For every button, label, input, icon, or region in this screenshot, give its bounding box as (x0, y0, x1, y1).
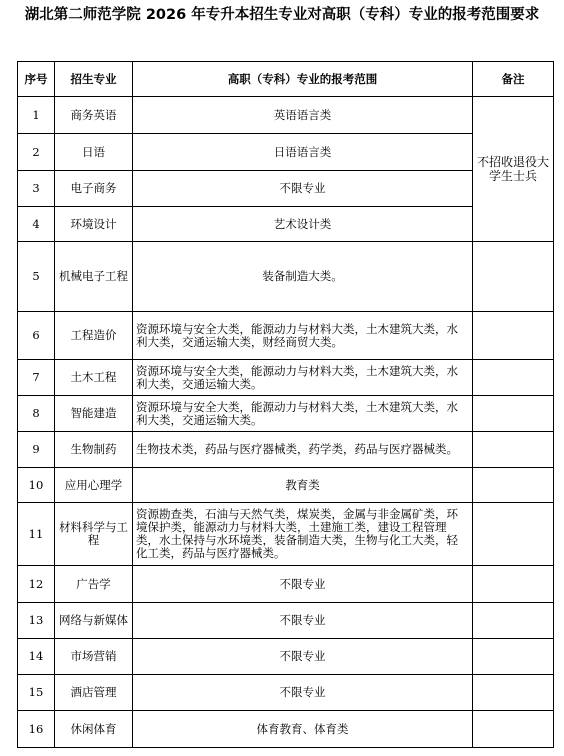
row-scope: 不限专业 (133, 566, 473, 603)
remark-empty-cell (473, 242, 554, 312)
table-row (18, 639, 554, 675)
row-scope: 英语语言类 (133, 97, 473, 134)
remark-empty-cell (473, 503, 554, 566)
row-no: 5 (18, 242, 55, 312)
row-no: 12 (18, 566, 55, 603)
row-no: 14 (18, 639, 55, 675)
table-row (18, 603, 554, 639)
admission-scope-table (17, 61, 554, 748)
row-major: 工程造价 (55, 312, 133, 360)
row-no: 6 (18, 312, 55, 360)
table-row (18, 566, 554, 603)
header-no: 序号 (18, 62, 55, 97)
row-scope: 资源环境与安全大类，能源动力与材料大类，土木建筑大类，水利大类，交通运输大类，财经商贸大类。 (133, 312, 473, 360)
row-scope: 资源环境与安全大类，能源动力与材料大类，土木建筑大类，水利大类，交通运输大类。 (133, 360, 473, 396)
table-row (18, 432, 554, 468)
remark-empty-cell (473, 603, 554, 639)
row-major: 网络与新媒体 (55, 603, 133, 639)
row-major: 土木工程 (55, 360, 133, 396)
row-no: 7 (18, 360, 55, 396)
row-major: 电子商务 (55, 171, 133, 207)
row-scope: 装备制造大类。 (133, 242, 473, 312)
row-scope: 不限专业 (133, 171, 473, 207)
row-scope: 艺术设计类 (133, 207, 473, 242)
header-remark: 备注 (473, 62, 554, 97)
remark-empty-cell (473, 675, 554, 711)
table-row (18, 711, 554, 748)
row-major: 酒店管理 (55, 675, 133, 711)
row-major: 广告学 (55, 566, 133, 603)
row-no: 10 (18, 468, 55, 503)
row-scope: 体育教育、体育类 (133, 711, 473, 748)
row-scope: 资源环境与安全大类，能源动力与材料大类，土木建筑大类，水利大类，交通运输大类。 (133, 396, 473, 432)
row-no: 4 (18, 207, 55, 242)
table-row (18, 312, 554, 360)
remark-empty-cell (473, 711, 554, 748)
row-no: 2 (18, 134, 55, 171)
table-row (18, 675, 554, 711)
row-major: 智能建造 (55, 396, 133, 432)
row-no: 13 (18, 603, 55, 639)
row-scope: 不限专业 (133, 603, 473, 639)
row-major: 生物制药 (55, 432, 133, 468)
row-scope: 日语语言类 (133, 134, 473, 171)
remark-empty-cell (473, 432, 554, 468)
row-scope: 不限专业 (133, 639, 473, 675)
row-scope: 生物技术类，药品与医疗器械类，药学类，药品与医疗器械类。 (133, 432, 473, 468)
row-scope: 资源勘查类，石油与天然气类，煤炭类，金属与非金属矿类，环境保护类，能源动力与材料大类，土建施工类，建设工程管理类，水土保持与水环境类，装备制造大类，生物与化工大类，轻化工类，药品与医疗器械类。 (133, 503, 473, 566)
header-scope: 高职（专科）专业的报考范围 (133, 62, 473, 97)
remark-cell: 不招收退役大学生士兵 (473, 97, 554, 242)
row-no: 3 (18, 171, 55, 207)
table-row (18, 97, 554, 134)
remark-empty-cell (473, 566, 554, 603)
page-title: 湖北第二师范学院 2026 年专升本招生专业对高职（专科）专业的报考范围要求 (24, 7, 540, 23)
table-row (18, 360, 554, 396)
row-no: 16 (18, 711, 55, 748)
row-major: 应用心理学 (55, 468, 133, 503)
row-scope: 不限专业 (133, 675, 473, 711)
table-row (18, 242, 554, 312)
row-major: 机械电子工程 (55, 242, 133, 312)
remark-empty-cell (473, 639, 554, 675)
remark-empty-cell (473, 312, 554, 360)
row-major: 材料科学与工程 (55, 503, 133, 566)
row-scope: 教育类 (133, 468, 473, 503)
remark-empty-cell (473, 468, 554, 503)
row-no: 11 (18, 503, 55, 566)
row-major: 商务英语 (55, 97, 133, 134)
table-row (18, 396, 554, 432)
header-major: 招生专业 (55, 62, 133, 97)
row-no: 15 (18, 675, 55, 711)
row-major: 市场营销 (55, 639, 133, 675)
row-major: 日语 (55, 134, 133, 171)
remark-empty-cell (473, 396, 554, 432)
remark-empty-cell (473, 360, 554, 396)
row-major: 休闲体育 (55, 711, 133, 748)
row-no: 8 (18, 396, 55, 432)
row-no: 1 (18, 97, 55, 134)
table-row (18, 503, 554, 566)
table-row (18, 468, 554, 503)
table-header-row (18, 62, 554, 97)
row-no: 9 (18, 432, 55, 468)
row-major: 环境设计 (55, 207, 133, 242)
